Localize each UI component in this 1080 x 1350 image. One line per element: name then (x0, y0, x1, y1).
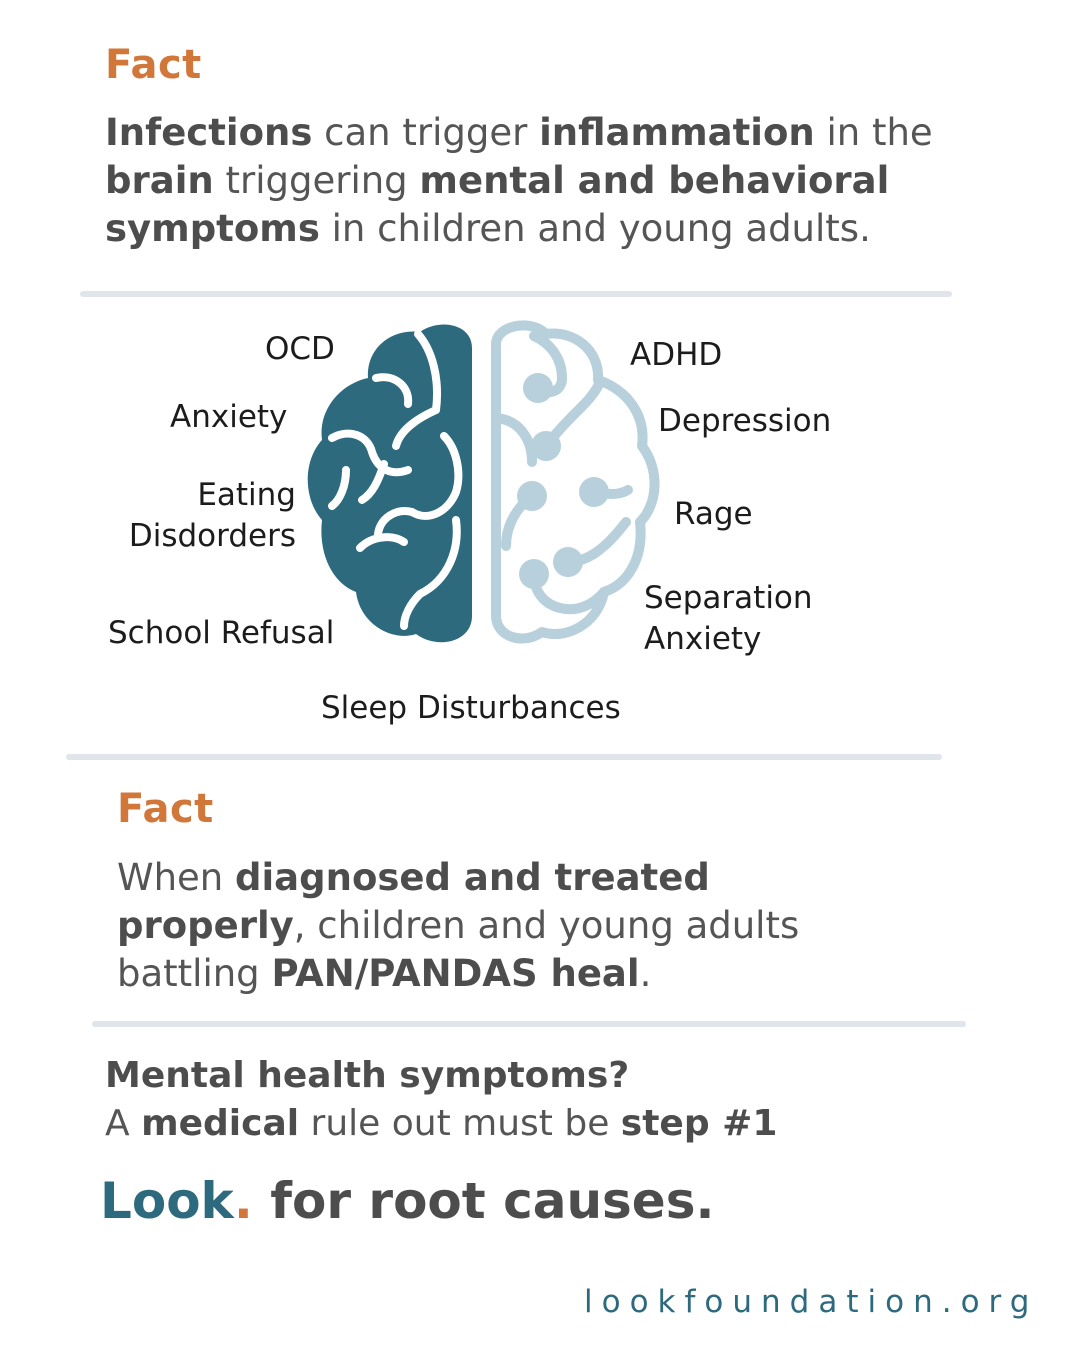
symptom-eating-disorders: Eating Disdorders (128, 477, 296, 554)
closing-question: Mental health symptoms? (105, 1055, 630, 1096)
symptom-ocd: OCD (265, 331, 335, 367)
symptom-rage: Rage (674, 496, 753, 532)
tagline-rest: for root causes. (252, 1172, 715, 1230)
symptom-anxiety: Anxiety (170, 399, 288, 435)
symptom-separation-anxiety: Separation Anxiety (644, 580, 813, 657)
divider (80, 291, 952, 297)
symptom-adhd: ADHD (630, 337, 723, 373)
footer-url[interactable]: lookfoundation.org (584, 1284, 1039, 1320)
divider (92, 1021, 966, 1027)
fact-statement-1: Infections can trigger inflammation in the brain triggering mental and behavioral symptoms in children and young adults. (105, 111, 933, 250)
tagline (100, 1172, 714, 1230)
brain-left-hemisphere (308, 325, 472, 643)
fact-statement-2: When diagnosed and treated properly, children and young adults battling PAN/PANDAS heal. (117, 856, 800, 995)
fact-heading-2: Fact (117, 786, 214, 832)
symptom-school-refusal: School Refusal (108, 615, 335, 651)
closing-statement: A medical rule out must be step #1 (105, 1103, 778, 1144)
tagline-brand: Look (100, 1172, 234, 1230)
symptom-depression: Depression (658, 403, 832, 439)
fact-heading-1: Fact (105, 42, 202, 88)
brain-icon (300, 318, 660, 658)
symptom-sleep-disturbances: Sleep Disturbances (321, 690, 621, 726)
tagline-dot: . (233, 1172, 253, 1230)
divider (66, 754, 942, 760)
